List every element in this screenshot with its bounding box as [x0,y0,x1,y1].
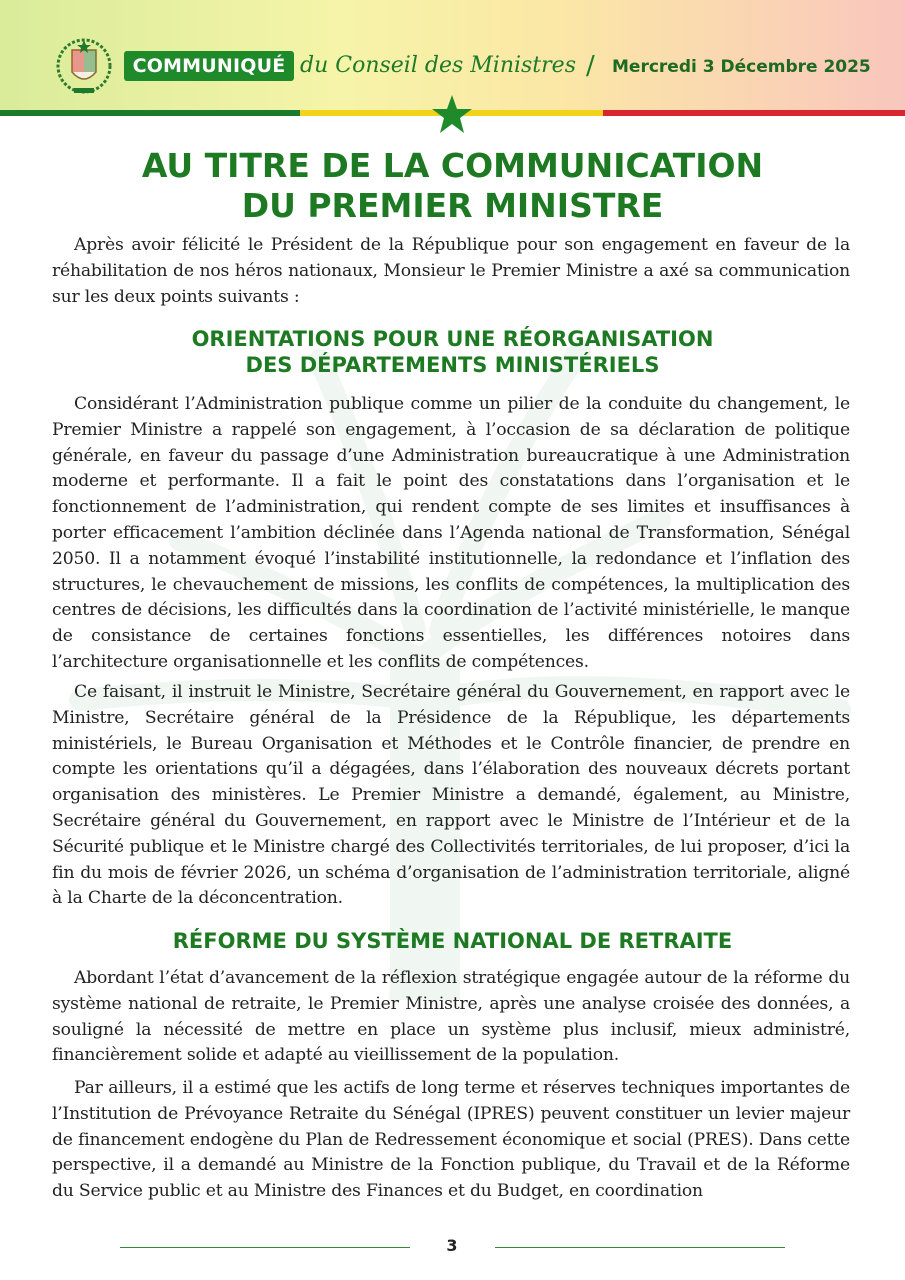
footer-rule-right [495,1247,785,1248]
conseil-des-ministres-title: du Conseil des Ministres [300,53,576,78]
flag-stripe-red [603,110,905,116]
page-title-line-2: DU PREMIER MINISTRE [241,186,664,225]
paragraph-administration: Considérant l’Administration publique comme un pilier de la conduite du changement, le Premier Ministre a rappelé son engagement, à l’occasion de sa déclaration de politique générale, en faveur du passage d’une Administration bureaucratique à une Administration moderne et performante. Il a fait le point des constatations dans l’organisation et le fonctionnement de l’administration, qui rendent compte de ses limites et insuffisances à porter efficacement l’ambition déclinée dans l’Agenda national de Transformation, Sénégal 2050. Il a notamment évoqué l’instabilité institutionnelle, la redondance et l’inflation des structures, le chevauchement de missions, les conflits de compétences, la multiplication des centres de décisions, les difficultés dans la coordination de l’activité ministérielle, le manque de consistance de certaines fonctions essentielles, les différences notoires dans l’architecture organisationnelle et les conflits de compétences. [52,394,850,672]
paragraph-instructions: Ce faisant, il instruit le Ministre, Secrétaire général du Gouvernement, en rapport avec le Ministre, Secrétaire général de la Présidence de la République, les départements ministériels, le Bureau Organisation et Méthodes et le Contrôle financier, de prendre en compte les orientations qu’il a dégagées, dans l’élaboration des nouveaux décrets portant organisation des ministères. Le Premier Ministre a demandé, également, au Ministre, Secrétaire général du Gouvernement, en rapport avec le Ministre de l’Intérieur et de la Sécurité publique et le Ministre chargé des Collectivités territoriales, de lui proposer, d’ici la fin du mois de février 2026, un schéma d’organisation de l’administration territoriale, aligné à la Charte de la déconcentration. [52,682,850,909]
star-icon [431,94,473,134]
flag-stripe-green [0,110,300,116]
page-number: 3 [446,1236,458,1255]
paragraph-ipres: Par ailleurs, il a estimé que les actifs de long terme et réserves techniques importantes de l’Institution de Prévoyance Retraite du Sénégal (IPRES) peuvent constituer un levier majeur de financement endogène du Plan de Redressement économique et social (PRES). Dans cette perspective, il a demandé au Ministre de la Fonction publique, du Travail et de la Réforme du Service public et au Ministre des Finances et du Budget, en coordination [52,1078,850,1202]
section-heading-reorganisation [40,326,865,378]
header-separator: / [586,51,595,81]
communique-date: Mercredi 3 Décembre 2025 [612,57,871,77]
section-heading-retraite: RÉFORME DU SYSTÈME NATIONAL DE RETRAITE [172,929,733,953]
communique-badge [124,51,294,81]
page-title [40,146,865,226]
coat-of-arms-icon [56,36,112,98]
communique-label: COMMUNIQUÉ [132,55,286,77]
section-heading-line-1: ORIENTATIONS POUR UNE RÉORGANISATION [191,327,714,351]
intro-paragraph: Après avoir félicité le Président de la République pour son engagement en faveur de la réhabilitation de nos héros nationaux, Monsieur le Premier Ministre a axé sa communication sur les deux points suivants : [52,235,850,307]
page-title-line-1: AU TITRE DE LA COMMUNICATION [141,146,764,185]
paragraph-retraite-reform: Abordant l’état d’avancement de la réflexion stratégique engagée autour de la réforme du système national de retraite, le Premier Ministre, après une analyse croisée des données, a souligné la nécessité de mettre en place un système plus inclusif, mieux administré, financièrement solide et adapté au vieillissement de la population. [52,968,850,1066]
footer-rule-left [120,1247,410,1248]
section-heading-line-2: DES DÉPARTEMENTS MINISTÉRIELS [245,353,660,377]
